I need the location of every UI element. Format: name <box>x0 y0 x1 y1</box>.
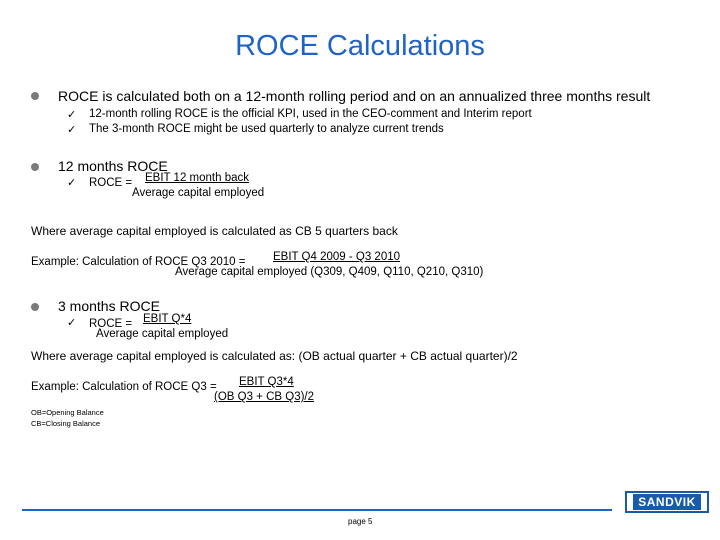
formula-numerator: EBIT 12 month back <box>145 172 249 184</box>
bullet-dot <box>31 303 39 311</box>
formula-denominator: Average capital employed <box>132 187 265 199</box>
bullet-dot <box>31 92 39 100</box>
formula-denominator: Average capital employed <box>96 328 229 340</box>
bullet-roce-definition: ROCE is calculated both on a 12-month rolling period and on an annualized three months result <box>58 88 651 104</box>
example-numerator: EBIT Q3*4 <box>239 376 294 388</box>
example-label: Example: Calculation of ROCE Q3 2010 = <box>31 256 246 268</box>
bullet-12-months-roce: 12 months ROCE <box>58 158 168 174</box>
where-text: Where average capital employed is calculated as: (OB actual quarter + CB actual quarter)/2 <box>31 349 518 363</box>
where-text: Where average capital employed is calculated as CB 5 quarters back <box>31 224 398 238</box>
example-denominator: Average capital employed (Q309, Q409, Q110, Q210, Q310) <box>175 266 484 278</box>
example-label: Example: Calculation of ROCE Q3 = <box>31 381 217 393</box>
check-icon: ✓ <box>67 177 77 189</box>
check-icon: ✓ <box>67 317 77 329</box>
note-closing-balance: CB=Closing Balance <box>31 419 100 428</box>
sandvik-logo <box>625 491 709 513</box>
check-item-quarterly-trends: The 3-month ROCE might be used quarterly to analyze current trends <box>89 123 444 135</box>
formula-label: ROCE = <box>89 318 133 330</box>
example-numerator: EBIT Q4 2009 - Q3 2010 <box>273 251 401 263</box>
page-number: page 5 <box>348 517 373 526</box>
check-item-official-kpi: 12-month rolling ROCE is the official KPI, used in the CEO-comment and Interim report <box>89 108 532 120</box>
bullet-dot <box>31 163 39 171</box>
formula-numerator: EBIT Q*4 <box>143 313 192 325</box>
formula-label: ROCE = <box>89 177 133 189</box>
slide-title: ROCE Calculations <box>235 30 485 62</box>
example-denominator: (OB Q3 + CB Q3)/2 <box>214 391 315 403</box>
bullet-3-months-roce: 3 months ROCE <box>58 298 160 314</box>
logo-text: SANDVIK <box>633 494 701 510</box>
check-icon: ✓ <box>67 109 77 121</box>
footer-rule <box>22 509 612 511</box>
check-icon: ✓ <box>67 124 77 136</box>
note-opening-balance: OB=Opening Balance <box>31 408 104 417</box>
